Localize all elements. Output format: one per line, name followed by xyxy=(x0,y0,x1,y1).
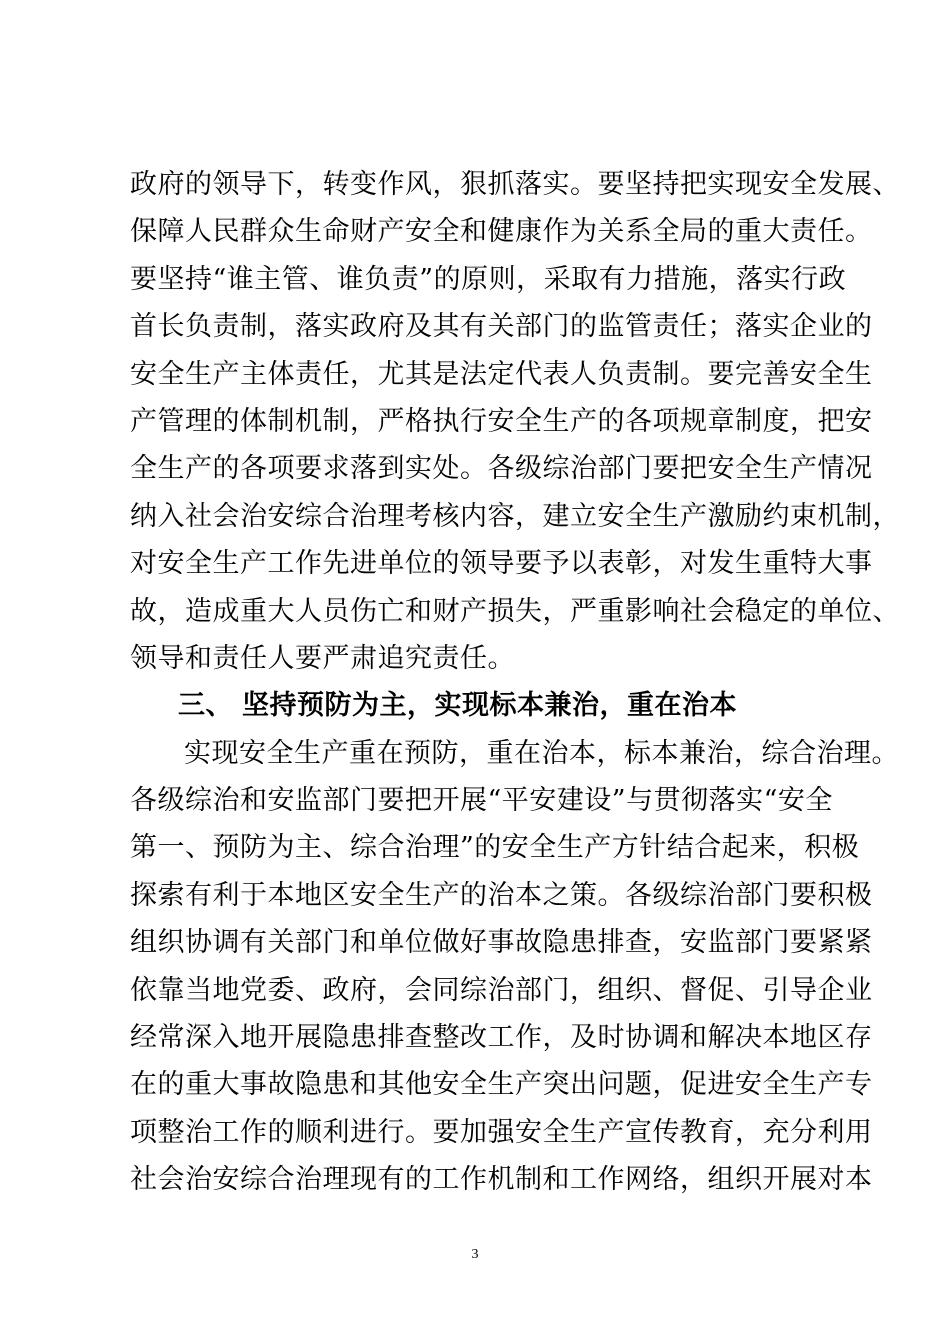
paragraph-line: 首长负责制，落实政府及其有关部门的监管责任；落实企业的 xyxy=(130,311,873,343)
paragraph-line: 依靠当地党委、政府，会同综治部门，组织、督促、引导企业 xyxy=(130,974,873,1006)
paragraph-line: 经常深入地开展隐患排查整改工作，及时协调和解决本地区存 xyxy=(130,1022,873,1054)
paragraph-line: 探索有利于本地区安全生产的治本之策。各级综治部门要积极 xyxy=(130,879,873,911)
paragraph-line: 社会治安综合治理现有的工作机制和工作网络，组织开展对本 xyxy=(130,1164,873,1196)
page-number: 3 xyxy=(471,1247,479,1262)
paragraph-line: 各级综治和安监部门要把开展“平安建设”与贯彻落实“安全 xyxy=(130,785,833,817)
paragraph-line: 全生产的各项要求落到实处。各级综治部门要把安全生产情况 xyxy=(130,453,873,485)
paragraph-line: 保障人民群众生命财产安全和健康作为关系全局的重大责任。 xyxy=(130,216,873,248)
paragraph-line: 要坚持“谁主管、谁负责”的原则，采取有力措施，落实行政 xyxy=(130,263,847,295)
paragraph-line: 产管理的体制机制，严格执行安全生产的各项规章制度，把安 xyxy=(130,405,873,437)
paragraph-line: 安全生产主体责任，尤其是法定代表人负责制。要完善安全生 xyxy=(130,358,873,390)
section-heading-text: 坚持预防为主，实现标本兼治，重在治本 xyxy=(242,690,737,722)
paragraph-line: 在的重大事故隐患和其他安全生产突出问题，促进安全生产专 xyxy=(130,1069,873,1101)
section-heading xyxy=(130,682,830,729)
paragraph-line: 领导和责任人要严肃追究责任。 xyxy=(130,642,515,674)
paragraph-line: 第一、预防为主、综合治理”的安全生产方针结合起来，积极 xyxy=(130,832,860,864)
paragraph-line: 项整治工作的顺利进行。要加强安全生产宣传教育，充分利用 xyxy=(130,1116,873,1148)
paragraph-line: 纳入社会治安综合治理考核内容，建立安全生产激励约束机制， xyxy=(130,500,900,532)
section-heading-number: 三、 xyxy=(178,690,233,722)
paragraph-line: 实现安全生产重在预防，重在治本，标本兼治，综合治理。 xyxy=(184,737,899,769)
paragraph-line: 对安全生产工作先进单位的领导要予以表彰，对发生重特大事 xyxy=(130,548,873,580)
paragraph-line: 政府的领导下，转变作风，狠抓落实。要坚持把实现安全发展、 xyxy=(130,169,900,200)
paragraph-line: 组织协调有关部门和单位做好事故隐患排查，安监部门要紧紧 xyxy=(130,927,873,959)
paragraph-line: 故，造成重大人员伤亡和财产损失，严重影响社会稳定的单位、 xyxy=(130,595,900,627)
body-text xyxy=(130,161,900,1204)
